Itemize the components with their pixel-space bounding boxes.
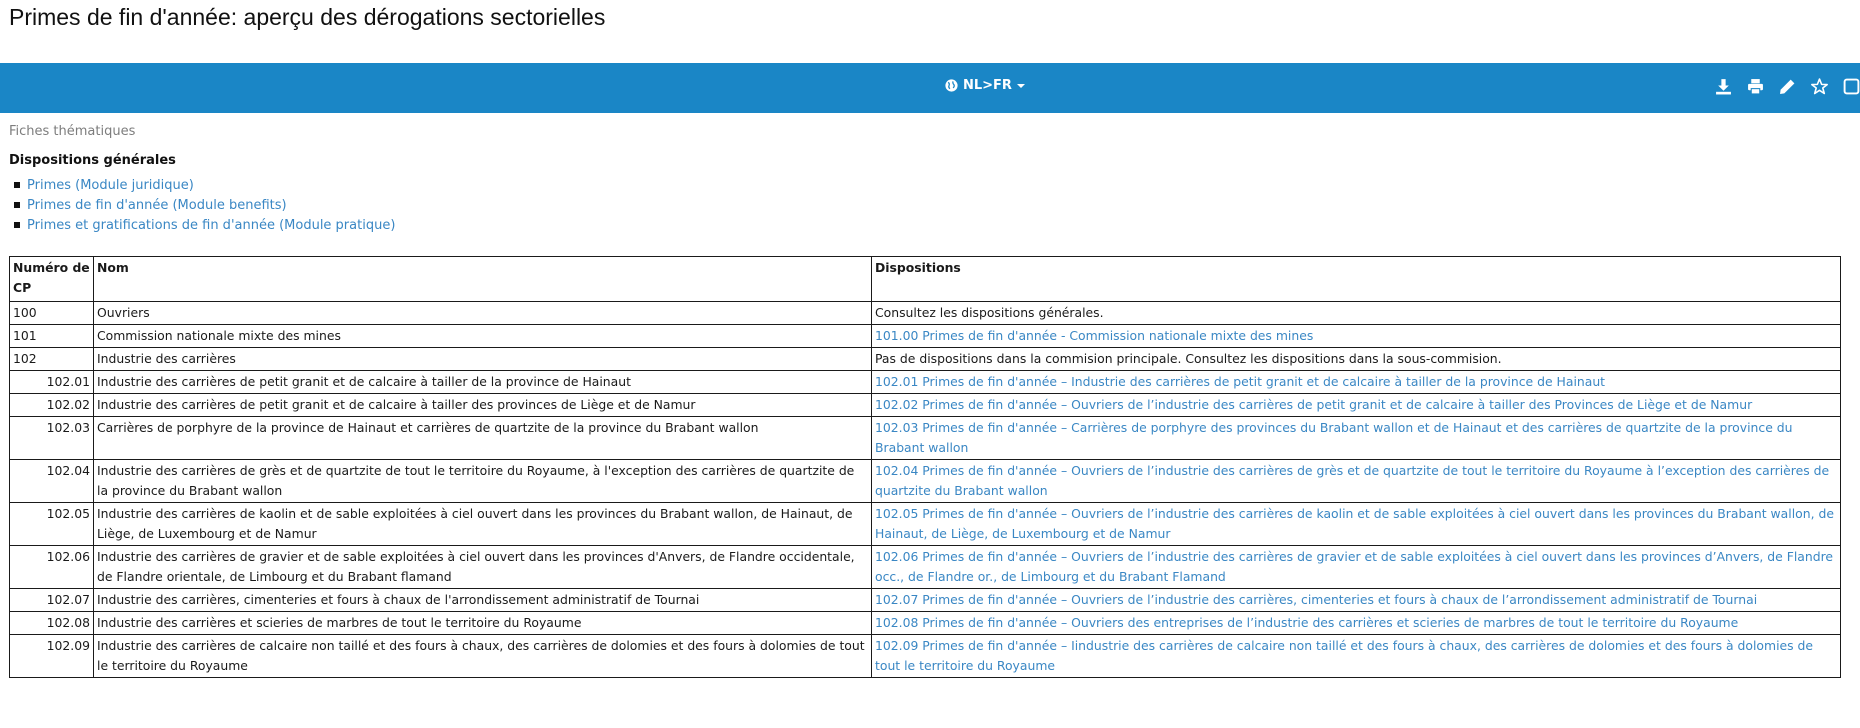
- cell-provisions: [872, 417, 1841, 460]
- cell-name: Commission nationale mixte des mines: [94, 325, 872, 348]
- cell-name: Industrie des carrières de calcaire non taillé et des fours à chaux, des carrières de dolomies et des fours à dolomies de tout le territoire du Royaume: [94, 635, 872, 678]
- star-icon: [1811, 78, 1828, 95]
- cell-cp-number: 100: [10, 302, 94, 325]
- cell-name: Carrières de porphyre de la province de Hainaut et carrières de quartzite de la province du Brabant wallon: [94, 417, 872, 460]
- globe-icon: [945, 79, 958, 92]
- cell-name: Ouvriers: [94, 302, 872, 325]
- cell-cp-number: 102.06: [10, 546, 94, 589]
- language-switcher[interactable]: [945, 78, 1025, 93]
- table-row: [10, 394, 1841, 417]
- cp-table: [9, 256, 1841, 678]
- cell-name: Industrie des carrières de gravier et de sable exploitées à ciel ouvert dans les provinces d'Anvers, de Flandre occidentale, de Flandre orientale, de Limbourg et du Brabant flamand: [94, 546, 872, 589]
- cell-provisions: [872, 503, 1841, 546]
- breadcrumb[interactable]: Fiches thématiques: [9, 124, 136, 139]
- cell-cp-number: 101: [10, 325, 94, 348]
- cell-cp-number: 102.08: [10, 612, 94, 635]
- cell-provisions: [872, 546, 1841, 589]
- cell-name: Industrie des carrières de petit granit et de calcaire à tailler de la province de Hainaut: [94, 371, 872, 394]
- square-icon: [1843, 78, 1860, 95]
- provisions-link[interactable]: 102.02 Primes de fin d'année – Ouvriers de l’industrie des carrières de petit granit et de calcaire à tailler des Provinces de Liège et de Namur: [875, 397, 1753, 412]
- cell-name: Industrie des carrières de kaolin et de sable exploitées à ciel ouvert dans les provinces du Brabant wallon, de Hainaut, de Liège, de Luxembourg et de Namur: [94, 503, 872, 546]
- cell-provisions: [872, 589, 1841, 612]
- table-row: [10, 371, 1841, 394]
- cell-cp-number: 102.02: [10, 394, 94, 417]
- table-row: [10, 635, 1841, 678]
- cell-provisions: Pas de dispositions dans la commision principale. Consultez les dispositions dans la sous-commision.: [872, 348, 1841, 371]
- bullet-icon: [14, 222, 20, 228]
- provisions-link[interactable]: 102.08 Primes de fin d'année – Ouvriers des entreprises de l’industrie des carrières et scieries de marbres de tout le territoire du Royaume: [875, 615, 1739, 630]
- cell-cp-number: 102.01: [10, 371, 94, 394]
- print-button[interactable]: [1746, 77, 1764, 95]
- table-row: [10, 325, 1841, 348]
- cell-cp-number: 102.04: [10, 460, 94, 503]
- general-provisions-title: Dispositions générales: [9, 153, 176, 168]
- provisions-link[interactable]: 102.09 Primes de fin d'année – Iindustrie des carrières de calcaire non taillé et des fours à chaux, des carrières de dolomies et des fours à dolomies de tout le territoire du Royaume: [875, 638, 1814, 673]
- table-row: [10, 348, 1841, 371]
- header-name: Nom: [94, 257, 872, 302]
- provisions-link[interactable]: 102.06 Primes de fin d'année – Ouvriers de l’industrie des carrières de gravier et de sable exploitées à ciel ouvert dans les provinces d’Anvers, de Flandre occ., de Flandre or., de Limbourg et du Brabant Flamand: [875, 549, 1834, 584]
- table-row: [10, 460, 1841, 503]
- cell-provisions: [872, 394, 1841, 417]
- provisions-link[interactable]: 102.01 Primes de fin d'année – Industrie des carrières de petit granit et de calcaire à tailler de la province de Hainaut: [875, 374, 1606, 389]
- header-provisions: Dispositions: [872, 257, 1841, 302]
- table-row: [10, 302, 1841, 325]
- cell-name: Industrie des carrières, cimenteries et fours à chaux de l'arrondissement administratif de Tournai: [94, 589, 872, 612]
- bullet-icon: [14, 202, 20, 208]
- list-item: [14, 195, 395, 215]
- table-row: [10, 589, 1841, 612]
- provisions-link[interactable]: 101.00 Primes de fin d'année - Commission nationale mixte des mines: [875, 328, 1314, 343]
- cell-provisions: [872, 371, 1841, 394]
- print-icon: [1747, 78, 1764, 95]
- cell-cp-number: 102.05: [10, 503, 94, 546]
- header-cp-number: Numéro de CP: [10, 257, 94, 302]
- cell-name: Industrie des carrières et scieries de marbres de tout le territoire du Royaume: [94, 612, 872, 635]
- cell-provisions: [872, 460, 1841, 503]
- provisions-link[interactable]: 102.05 Primes de fin d'année – Ouvriers de l’industrie des carrières de kaolin et de sable exploitées à ciel ouvert dans les provinces du Brabant wallon, de Hainaut, de Liège, de Luxembourg et de Namur: [875, 506, 1834, 541]
- provisions-link[interactable]: 102.04 Primes de fin d'année – Ouvriers de l’industrie des carrières de grès et de quartzite de tout le territoire du Royaume à l’exception des carrières de quartzite du Brabant wallon: [875, 463, 1830, 498]
- provisions-link[interactable]: 102.03 Primes de fin d'année – Carrières de porphyre des provinces du Brabant wallon et de Hainaut et des carrières de quartzite de la province du Brabant wallon: [875, 420, 1793, 455]
- favorite-button[interactable]: [1810, 77, 1828, 95]
- select-button[interactable]: [1842, 77, 1860, 95]
- link-primes-juridique[interactable]: Primes (Module juridique): [27, 177, 194, 193]
- list-item: [14, 215, 395, 235]
- cell-cp-number: 102: [10, 348, 94, 371]
- edit-button[interactable]: [1778, 77, 1796, 95]
- cell-cp-number: 102.09: [10, 635, 94, 678]
- edit-icon: [1779, 78, 1796, 95]
- bullet-icon: [14, 182, 20, 188]
- cell-provisions: [872, 635, 1841, 678]
- cell-provisions: [872, 612, 1841, 635]
- table-header-row: [10, 257, 1841, 302]
- cell-cp-number: 102.03: [10, 417, 94, 460]
- download-button[interactable]: [1714, 77, 1732, 95]
- cell-provisions: [872, 325, 1841, 348]
- table-row: [10, 503, 1841, 546]
- table-row: [10, 546, 1841, 589]
- table-row: [10, 417, 1841, 460]
- cell-name: Industrie des carrières de petit granit et de calcaire à tailler des provinces de Liège et de Namur: [94, 394, 872, 417]
- link-primes-benefits[interactable]: Primes de fin d'année (Module benefits): [27, 197, 287, 213]
- language-label: NL>FR: [963, 78, 1012, 93]
- cell-name: Industrie des carrières: [94, 348, 872, 371]
- toolbar: [0, 63, 1860, 113]
- provisions-link[interactable]: 102.07 Primes de fin d'année – Ouvriers de l’industrie des carrières, cimenteries et fours à chaux de l’arrondissement administratif de Tournai: [875, 592, 1758, 607]
- table-row: [10, 612, 1841, 635]
- cell-cp-number: 102.07: [10, 589, 94, 612]
- page-title: Primes de fin d'année: aperçu des dérogations sectorielles: [9, 4, 606, 30]
- link-primes-pratique[interactable]: Primes et gratifications de fin d'année (Module pratique): [27, 217, 396, 233]
- list-item: [14, 175, 395, 195]
- cell-name: Industrie des carrières de grès et de quartzite de tout le territoire du Royaume, à l'exception des carrières de quartzite de la province du Brabant wallon: [94, 460, 872, 503]
- cell-provisions: Consultez les dispositions générales.: [872, 302, 1841, 325]
- caret-down-icon: [1017, 82, 1025, 90]
- download-icon: [1715, 78, 1732, 95]
- general-provisions-links: [14, 175, 395, 235]
